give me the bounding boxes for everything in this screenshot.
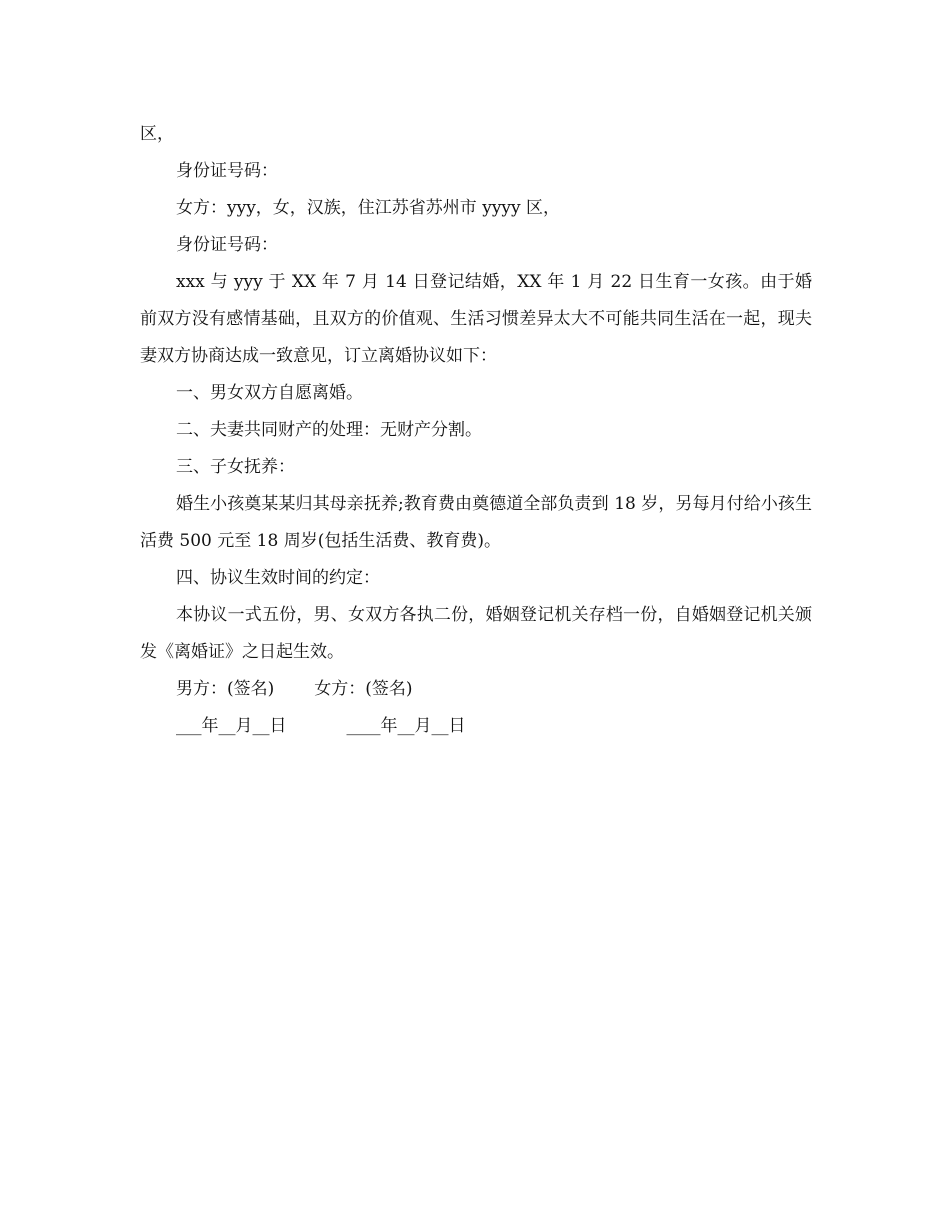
male-signature: 男方：(签名) bbox=[176, 679, 275, 699]
clause-4-body: 本协议一式五份，男、女双方各执二份，婚姻登记机关存档一份，自婚姻登记机关颁发《离婚证》之日起生效。 bbox=[140, 605, 812, 662]
male-date: ___年__月__日 bbox=[176, 716, 287, 736]
document-body bbox=[140, 116, 812, 745]
clause-3-heading: 三、子女抚养： bbox=[176, 457, 295, 477]
female-date: ____年__月__日 bbox=[346, 716, 466, 736]
date-line bbox=[140, 708, 812, 745]
paragraph-female-id-number: 身份证号码： bbox=[176, 235, 278, 255]
clause-1: 一、男女双方自愿离婚。 bbox=[176, 383, 363, 403]
signature-line bbox=[140, 671, 812, 708]
paragraph-male-id-number: 身份证号码： bbox=[176, 161, 278, 181]
clause-4-heading: 四、协议生效时间的约定： bbox=[176, 568, 380, 588]
paragraph-female-info: 女方：yyy，女，汉族，住江苏省苏州市 yyyy 区， bbox=[176, 198, 561, 218]
female-signature: 女方：(签名) bbox=[314, 679, 413, 699]
clause-2: 二、夫妻共同财产的处理：无财产分割。 bbox=[176, 420, 482, 440]
paragraph-background: xxx 与 yyy 于 XX 年 7 月 14 日登记结婚，XX 年 1 月 22 日生育一女孩。由于婚前双方没有感情基础，且双方的价值观、生活习惯差异太大不可能共同生活在一起，现夫妻双方协商达成一致意见，订立离婚协议如下： bbox=[140, 272, 812, 366]
paragraph-continuation: 区， bbox=[140, 124, 174, 144]
clause-3-body: 婚生小孩奠某某归其母亲抚养;教育费由奠德道全部负责到 18 岁，另每月付给小孩生活费 500 元至 18 周岁(包括生活费、教育费)。 bbox=[140, 494, 812, 551]
